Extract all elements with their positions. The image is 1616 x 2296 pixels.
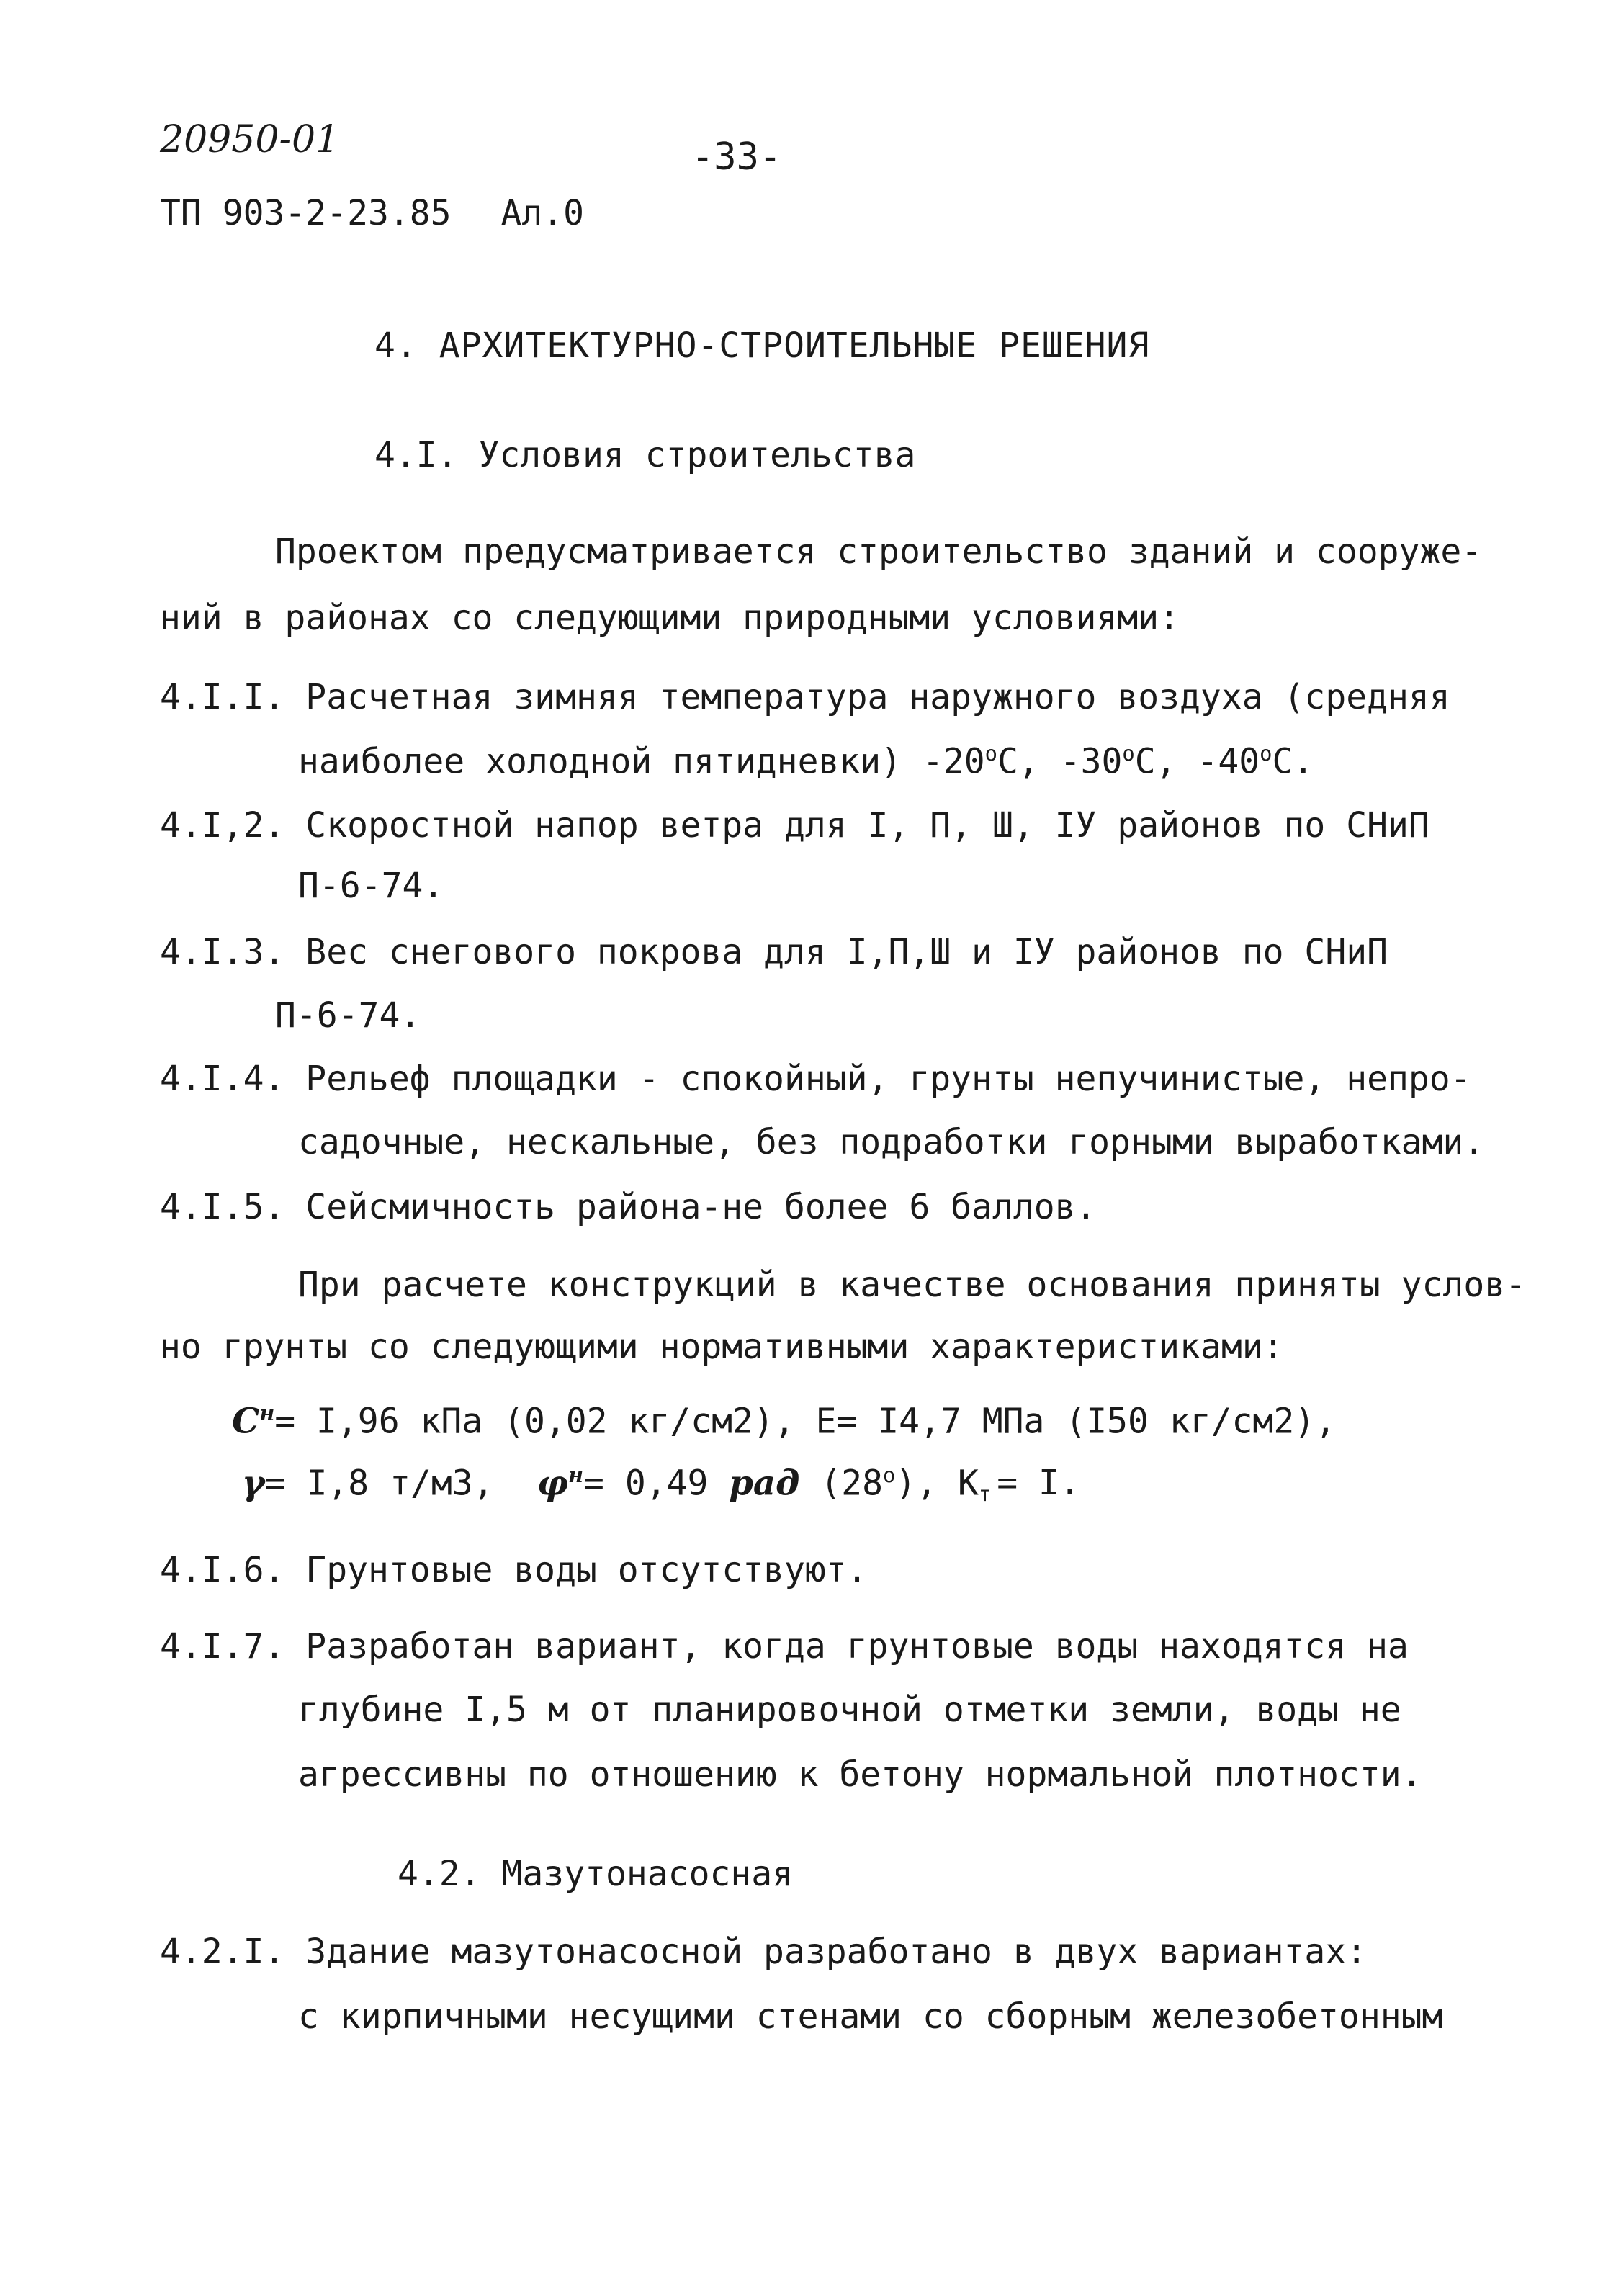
- handwritten-doc-number: 20950-01: [160, 118, 340, 161]
- item-4-1-2-line-2: П-6-74.: [298, 866, 444, 906]
- item-4-1-7-line-1: 4.I.7. Разработан вариант, когда грунтовые воды находятся на: [160, 1626, 1409, 1667]
- intro-line-2: ний в районах со следующими природными условиями:: [160, 598, 1180, 638]
- phi-symbol: φ: [537, 1463, 569, 1504]
- temp-text-1: наиболее холодной пятидневки) -20: [298, 741, 985, 782]
- formula-line-1: [232, 1401, 1337, 1442]
- formula-line-2: [242, 1465, 1080, 1504]
- section-title: 4. АРХИТЕКТУРНО-СТРОИТЕЛЬНЫЕ РЕШЕНИЯ: [374, 326, 1150, 366]
- formula-2-text-2: = 0,49: [583, 1463, 709, 1504]
- degree-mark: о: [1122, 741, 1135, 766]
- item-4-1-1-line-2: [298, 741, 1314, 782]
- item-4-1-7-line-2: глубине I,5 м от планировочной отметки земли, воды не: [298, 1690, 1401, 1730]
- intro-line-1: Проектом предусматривается строительство зданий и сооруже-: [275, 532, 1483, 572]
- item-4-2-1-line-1: 4.2.I. Здание мазутонасосной разработано в двух вариантах:: [160, 1932, 1368, 1972]
- temp-text-2: С, -30: [997, 741, 1123, 782]
- item-4-1-1-line-1: 4.I.I. Расчетная зимняя температура наружного воздуха (средняя: [160, 677, 1450, 717]
- k-subscript: т: [978, 1481, 992, 1506]
- item-4-1-4-line-1: 4.I.4. Рельеф площадки - спокойный, грунты непучинистые, непро-: [160, 1059, 1471, 1099]
- gamma-symbol: γ: [242, 1463, 265, 1504]
- subsection-title-4-2: 4.2. Мазутонасосная: [398, 1854, 794, 1894]
- formula-1-text: = I,96 кПа (0,02 кг/см2), Е= I4,7 МПа (I50 кг/см2),: [274, 1401, 1337, 1442]
- formula-2-text-1: = I,8 т/м3,: [264, 1463, 494, 1504]
- item-4-2-1-line-2: с кирпичными несущими стенами со сборным железобетонным: [298, 1996, 1443, 2037]
- temp-text-4: С.: [1272, 741, 1314, 782]
- cohesion-superscript: н: [259, 1401, 275, 1425]
- item-4-1-3-line-2: П-6-74.: [275, 995, 421, 1036]
- item-4-1-6: 4.I.6. Грунтовые воды отсутствуют.: [160, 1550, 868, 1590]
- page-number: -33-: [691, 135, 782, 179]
- item-4-1-5: 4.I.5. Сейсмичность района-не более 6 баллов.: [160, 1187, 1097, 1227]
- subsection-title-4-1: 4.I. Условия строительства: [374, 435, 916, 475]
- cohesion-symbol: С: [232, 1401, 260, 1442]
- temp-text-3: С, -40: [1134, 741, 1260, 782]
- album-text: Ал.0: [500, 193, 585, 233]
- document-code: [160, 193, 585, 233]
- item-4-1-2-line-1: 4.I,2. Скоростной напор ветра для I, П, Ш, IУ районов по СНиП: [160, 805, 1429, 846]
- item-4-1-3-line-1: 4.I.3. Вес снегового покрова для I,П,Ш и IУ районов по СНиП: [160, 932, 1388, 972]
- formula-2-text-3: (28: [820, 1463, 883, 1504]
- code-text: ТП 903-2-23.85: [160, 193, 452, 233]
- formula-2-text-5: = I.: [997, 1463, 1080, 1504]
- degree-mark: о: [882, 1463, 896, 1487]
- item-4-1-7-line-3: агрессивны по отношению к бетону нормальной плотности.: [298, 1754, 1422, 1795]
- phi-superscript: н: [568, 1463, 584, 1487]
- radian-unit: рад: [729, 1463, 800, 1504]
- calc-line-1: При расчете конструкций в качестве основания приняты услов-: [298, 1265, 1527, 1305]
- calc-line-2: но грунты со следующими нормативными характеристиками:: [160, 1327, 1284, 1367]
- degree-mark: о: [984, 741, 997, 766]
- item-4-1-4-line-2: садочные, нескальные, без подработки горными выработками.: [298, 1122, 1485, 1162]
- formula-2-text-4: ), К: [895, 1463, 979, 1504]
- degree-mark: о: [1260, 741, 1272, 766]
